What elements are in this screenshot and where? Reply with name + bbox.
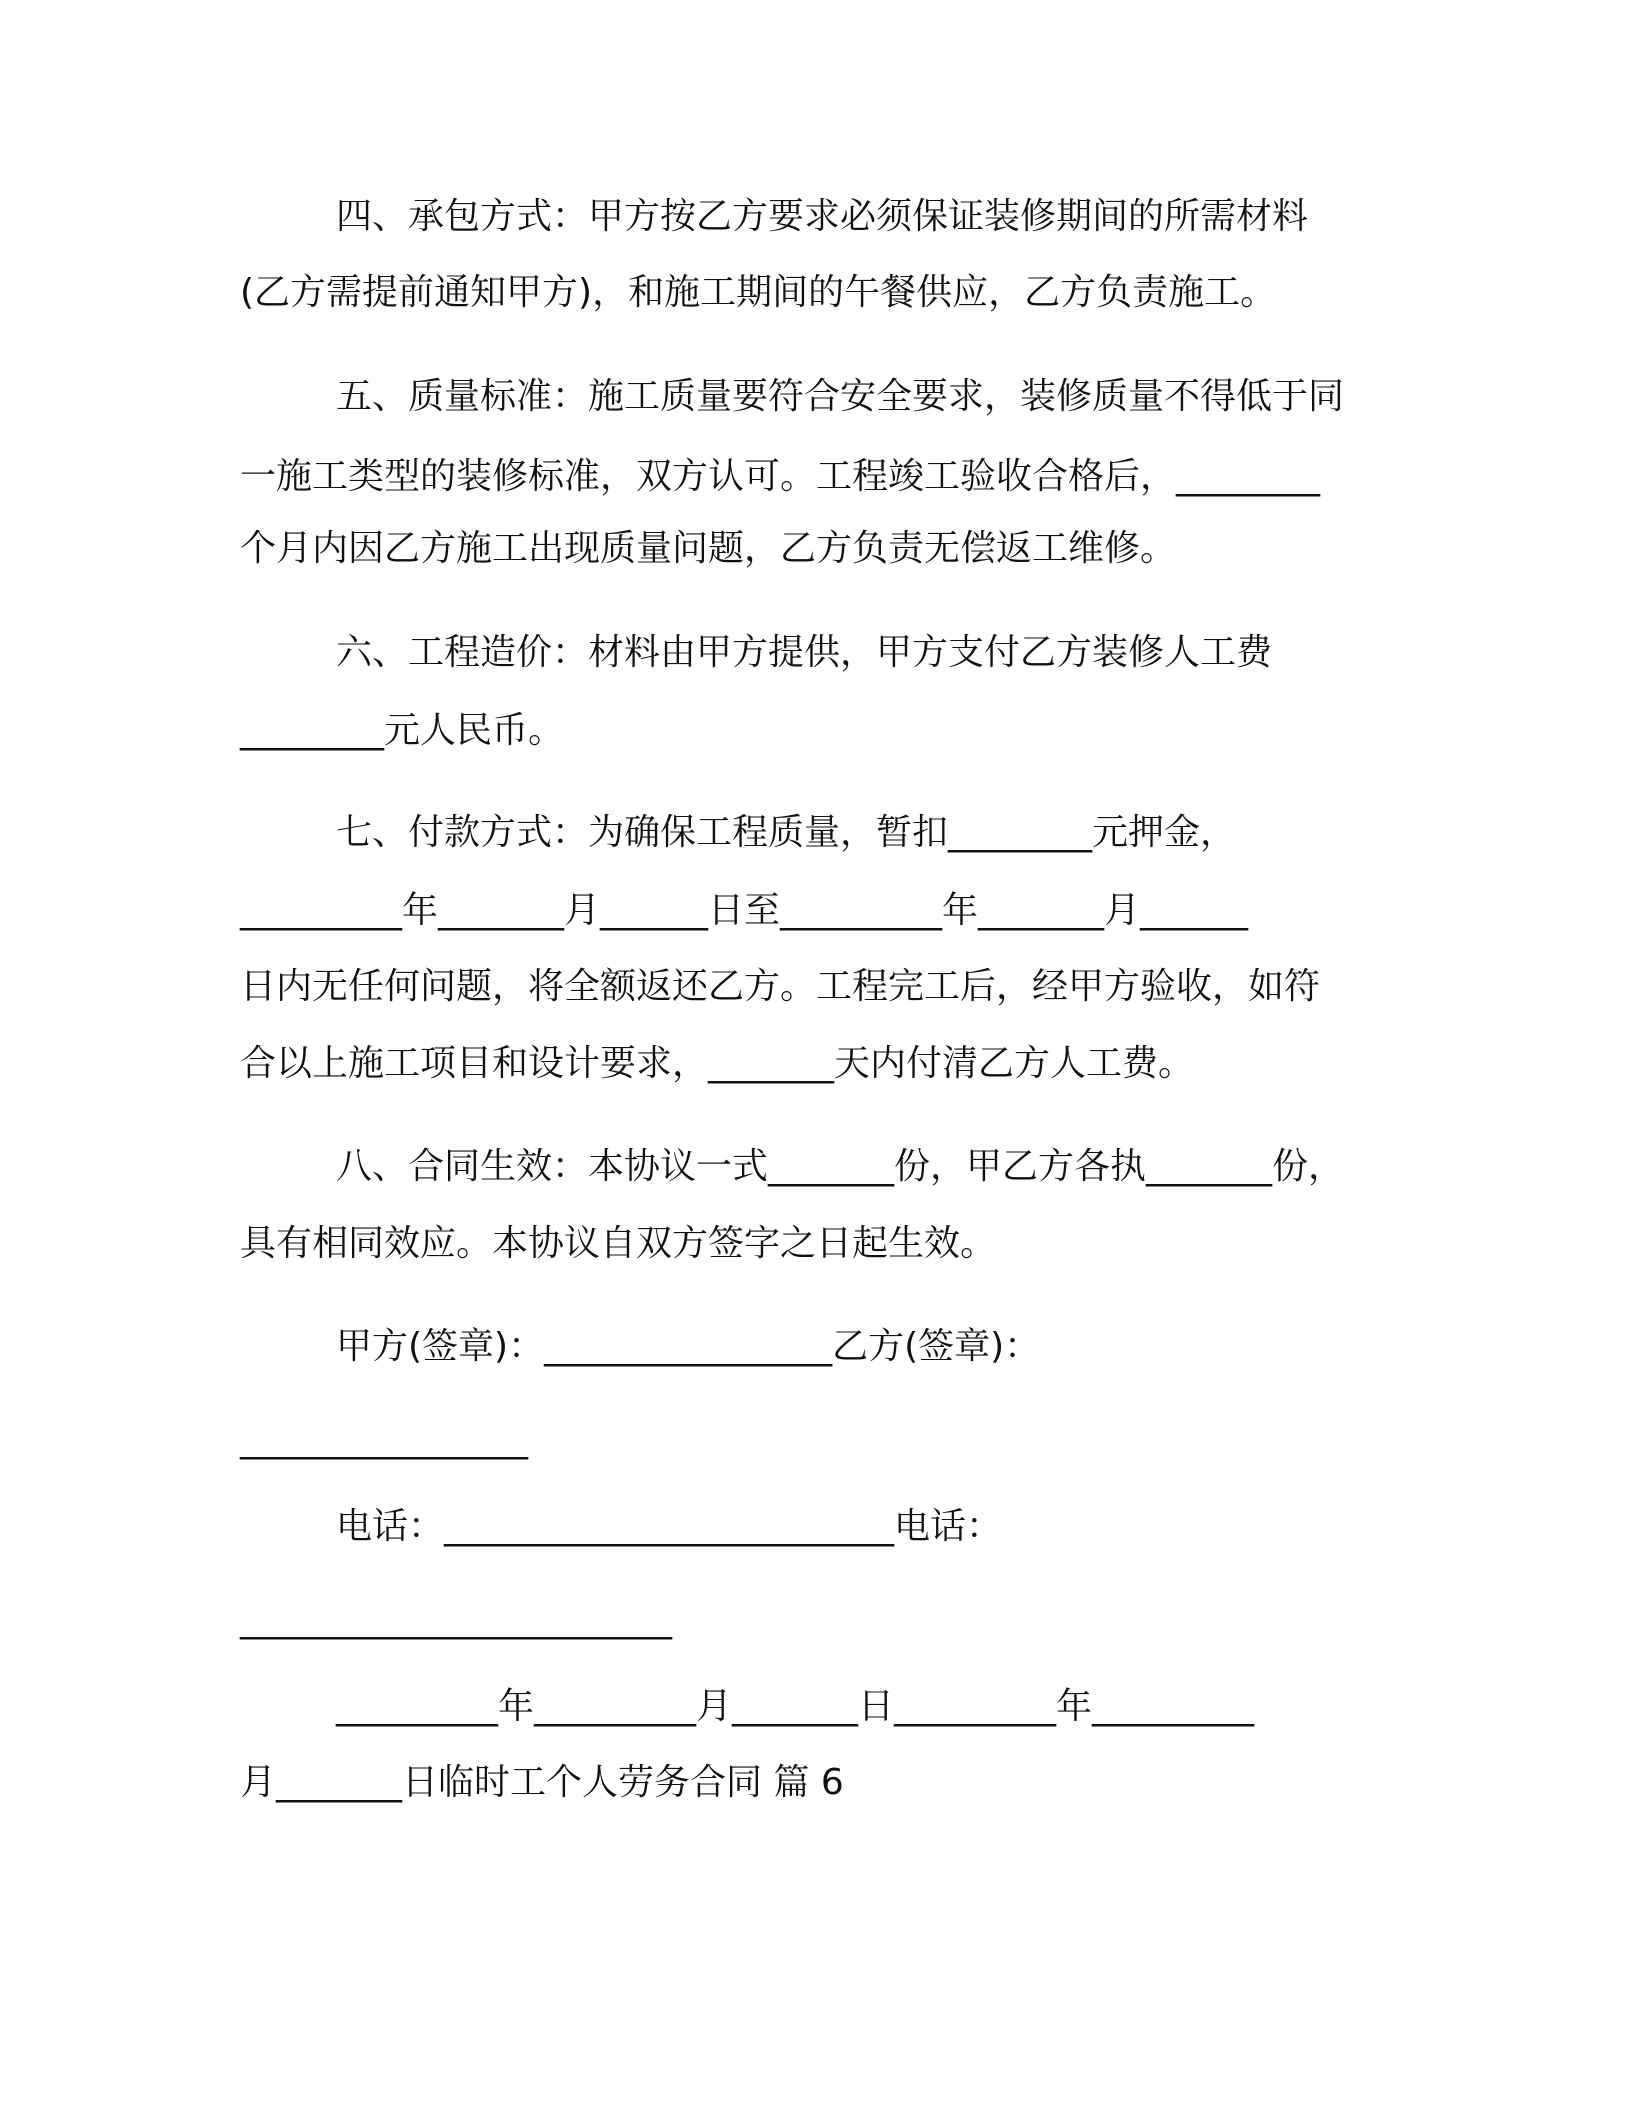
clause-4-line-1: 四、承包方式：甲方按乙方要求必须保证装修期间的所需材料: [336, 196, 1309, 237]
signature-line-continued: ________________: [240, 1419, 528, 1460]
phone-line-continued: ________________________: [240, 1599, 672, 1640]
phone-line: 电话：_________________________电话：: [336, 1506, 1003, 1547]
clause-6-line-1: 六、工程造价：材料由甲方提供，甲方支付乙方装修人工费: [336, 632, 1273, 673]
clause-5-line-2: 一施工类型的装修标准，双方认可。工程竣工验收合格后，________: [240, 456, 1321, 497]
clause-8-line-1: 八、合同生效：本协议一式_______份，甲乙方各执_______份，: [336, 1146, 1345, 1187]
clause-7-line-2: _________年_______月______日至_________年_______月______: [240, 890, 1248, 931]
clause-5-line-1: 五、质量标准：施工质量要符合安全要求，装修质量不得低于同: [336, 376, 1345, 417]
clause-7-line-1: 七、付款方式：为确保工程质量，暂扣________元押金，: [336, 812, 1237, 853]
clause-7-line-4: 合以上施工项目和设计要求，_______天内付清乙方人工费。: [240, 1043, 1195, 1084]
clause-4-line-2: (乙方需提前通知甲方)，和施工期间的午餐供应，乙方负责施工。: [240, 272, 1277, 313]
clause-8-line-2: 具有相同效应。本协议自双方签字之日起生效。: [240, 1223, 997, 1264]
clause-6-line-2: ________元人民币。: [240, 710, 565, 751]
clause-7-line-3: 日内无任何问题，将全额返还乙方。工程完工后，经甲方验收，如符: [240, 966, 1321, 1007]
signature-line: 甲方(签章)：________________乙方(签章)：: [336, 1326, 1041, 1367]
clause-5-line-3: 个月内因乙方施工出现质量问题，乙方负责无偿返工维修。: [240, 528, 1177, 569]
date-line-continued-next-title: 月_______日临时工个人劳务合同 篇 6: [240, 1762, 844, 1803]
date-line: _________年_________月_______日_________年_________: [336, 1686, 1254, 1727]
